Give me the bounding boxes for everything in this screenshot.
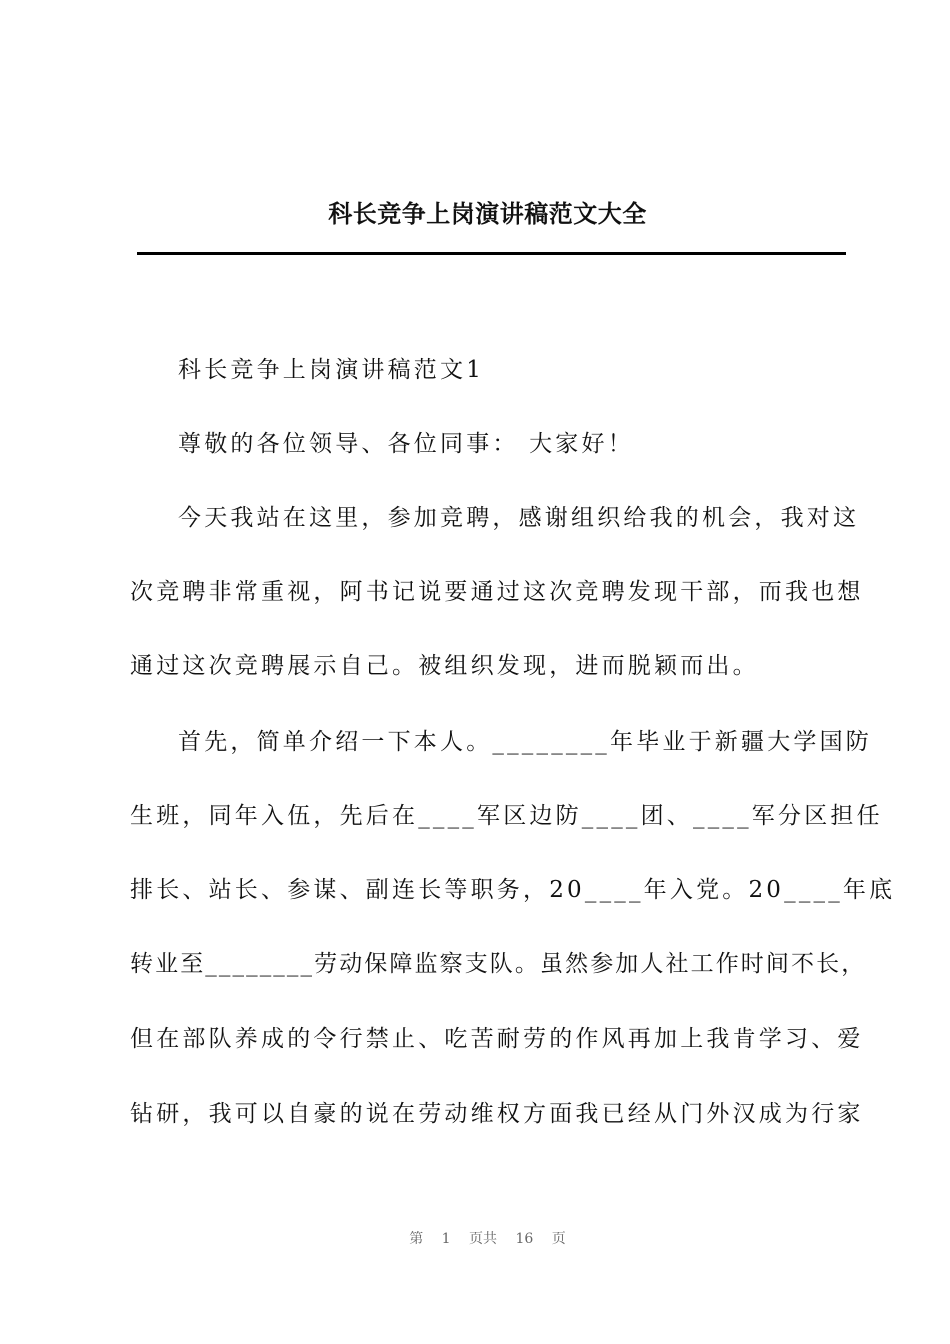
page-footer bbox=[0, 1229, 950, 1249]
body-line: 转业至________劳动保障监察支队。虽然参加人社工作时间不长， bbox=[130, 951, 867, 977]
body-line: 排长、站长、参谋、副连长等职务，20____年入党。20____年底 bbox=[130, 877, 896, 903]
body-line: 但在部队养成的令行禁止、吃苦耐劳的作风再加上我肯学习、爱 bbox=[130, 1026, 864, 1052]
footer-label-pre: 第 bbox=[409, 1231, 424, 1247]
page-number: 1 bbox=[441, 1231, 451, 1247]
section-heading: 科长竞争上岗演讲稿范文1 bbox=[178, 357, 485, 383]
title-underline bbox=[137, 252, 846, 255]
body-line: 通过这次竞聘展示自己。被组织发现，进而脱颖而出。 bbox=[130, 653, 759, 679]
document-title: 科长竞争上岗演讲稿范文大全 bbox=[328, 199, 647, 228]
salutation-line: 尊敬的各位领导、各位同事： 大家好！ bbox=[178, 431, 634, 457]
footer-label-mid: 页共 bbox=[469, 1231, 498, 1247]
body-line: 生班，同年入伍，先后在____军区边防____团、____军分区担任 bbox=[130, 803, 883, 829]
body-line: 钻研，我可以自豪的说在劳动维权方面我已经从门外汉成为行家 bbox=[130, 1101, 864, 1127]
footer-label-post: 页 bbox=[551, 1231, 566, 1247]
total-pages: 16 bbox=[515, 1231, 534, 1247]
body-line: 今天我站在这里，参加竞聘，感谢组织给我的机会，我对这 bbox=[178, 505, 860, 531]
body-line: 次竞聘非常重视，阿书记说要通过这次竞聘发现干部，而我也想 bbox=[130, 579, 864, 605]
body-line: 首先，简单介绍一下本人。________年毕业于新疆大学国防 bbox=[178, 729, 872, 755]
